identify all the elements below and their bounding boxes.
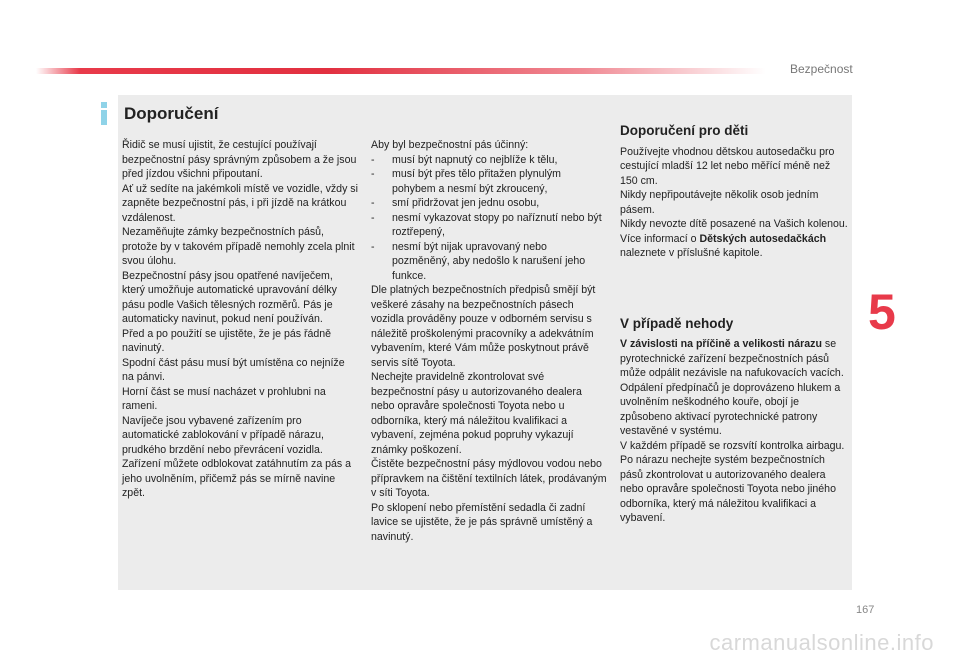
paragraph: Navíječe jsou vybavené zařízením pro automatické zablokování v případě nárazu, prudkého brzdění nebo převrácení vozidla. Zařízení můžete odblokovat zatáhnutím za pás a jeho uvolněním, přičemž pás se mírně navine zpět. [122,414,352,499]
accident-heading: V případě nehody [620,315,734,331]
paragraph: Nikdy nepřipoutávejte několik osob jedním pásem. [620,189,819,216]
children-heading: Doporučení pro děti [620,123,749,138]
paragraph: Používejte vhodnou dětskou autosedačku pro cestující mladší 12 let nebo měřící méně než 150 cm. [620,145,835,187]
paragraph: Po nárazu nechejte systém bezpečnostních pásů zkontrolovat u autorizovaného dealera nebo opravåre společnosti Toyota nebo jiného odborníka, který má náležitou kvalifikaci a vybavení. [620,454,836,524]
paragraph: Ať už sedíte na jakémkoli místě ve vozidle, vždy si zapněte bezpečnostní pás, i při jízdě na krátkou vzdálenost. [122,182,358,224]
section-header: Bezpečnost [790,62,853,76]
paragraph: Více informací o Dětských autosedačkách naleznete v příslušné kapitole. [620,232,827,259]
list-item: - smí přidržovat jen jednu osobu, [371,197,540,209]
child-seats-reference: Dětských autosedačkách [699,232,827,245]
paragraph: V každém případě se rozsvítí kontrolka airbagu. [620,439,845,452]
list-item: - nesmí být nijak upravovaný nebo pozměněný, aby nedošlo k narušení jeho funkce. [371,240,586,282]
watermark: carmanualsonline.info [709,630,934,655]
paragraph: Dle platných bezpečnostních předpisů smějí být veškeré zásahy na bezpečnostních pásech vozidla prováděny pouze v odborném servisu s náležitě proškolenými pracovníky a adekvátním vybavením, které Vám může poskytnout právě servis sítě Toyota. [371,284,596,369]
paragraph: Po sklopení nebo přemístění sedadla či zadní lavice se ujistěte, že je pás správně umístěný a navinutý. [371,501,593,543]
paragraph: Řidič se musí ujistit, že cestující používají bezpečnostní pásy správným způsobem a že jsou před jízdou všichni připoutaní. [122,139,357,180]
paragraph: Čistěte bezpečnostní pásy mýdlovou vodou nebo přípravkem na čištění textilních látek, prodávaným v síti Toyota. [371,458,607,499]
paragraph: Horní část se musí nacházet v prohlubni na rameni. [122,385,326,412]
page-number: 167 [856,604,875,616]
paragraph: Bezpečnostní pásy jsou opatřené navíječem, který umožňuje automatické upravování délky pásu podle Vašich tělesných rozměrů. Pás je automaticky navinut, pokud není používán. [122,269,337,325]
paragraph: Před a po použití se ujistěte, že je pás řádně navinutý. [122,327,332,354]
paragraph: Nechejte pravidelně zkontrolovat své bezpečnostní pásy u autorizovaného dealera nebo opravåre společnosti Toyota nebo u odborníka, který má náležitou kvalifikaci a vybavení, zejména pokud popruhy vykazují známky poškození. [371,371,582,456]
list-item: - musí být napnutý co nejblíže k tělu, [371,153,558,166]
side-column [620,124,848,526]
info-icon [96,101,112,127]
recommendations-column-2 [371,138,607,544]
header-red-bar [36,68,766,74]
list-item: - nesmí vykazovat stopy po naříznutí nebo být roztřepený, [371,211,602,238]
paragraph: Nezaměňujte zámky bezpečnostních pásů, protože by v takovém případě nemohly zcela plnit svou úlohu. [122,226,355,267]
paragraph: Nikdy nevozte dítě posazené na Vašich kolenou. [620,218,848,230]
chapter-number: 5 [868,284,896,340]
page-title: Doporučení [124,104,219,123]
recommendations-column-1 [122,138,358,501]
paragraph: V závislosti na příčině a velikosti nárazu se pyrotechnické zařízení bezpečnostních pásů může odpálit nezávisle na nafukovacích vacích. Odpálení předpínačů je doprovázeno hlukem a uvolněním neškodného kouře, obojí je způsobeno aktivací pyrotechnické patrony vestavěné v systému. [620,338,844,437]
paragraph: Spodní část pásu musí být umístěna co nejníže na pánvi. [122,356,345,383]
list-item: - musí být přes tělo přitažen plynulým pohybem a nesmí být zkroucený, [371,168,561,195]
list-intro: Aby byl bezpečnostní pás účinný: [371,139,529,151]
